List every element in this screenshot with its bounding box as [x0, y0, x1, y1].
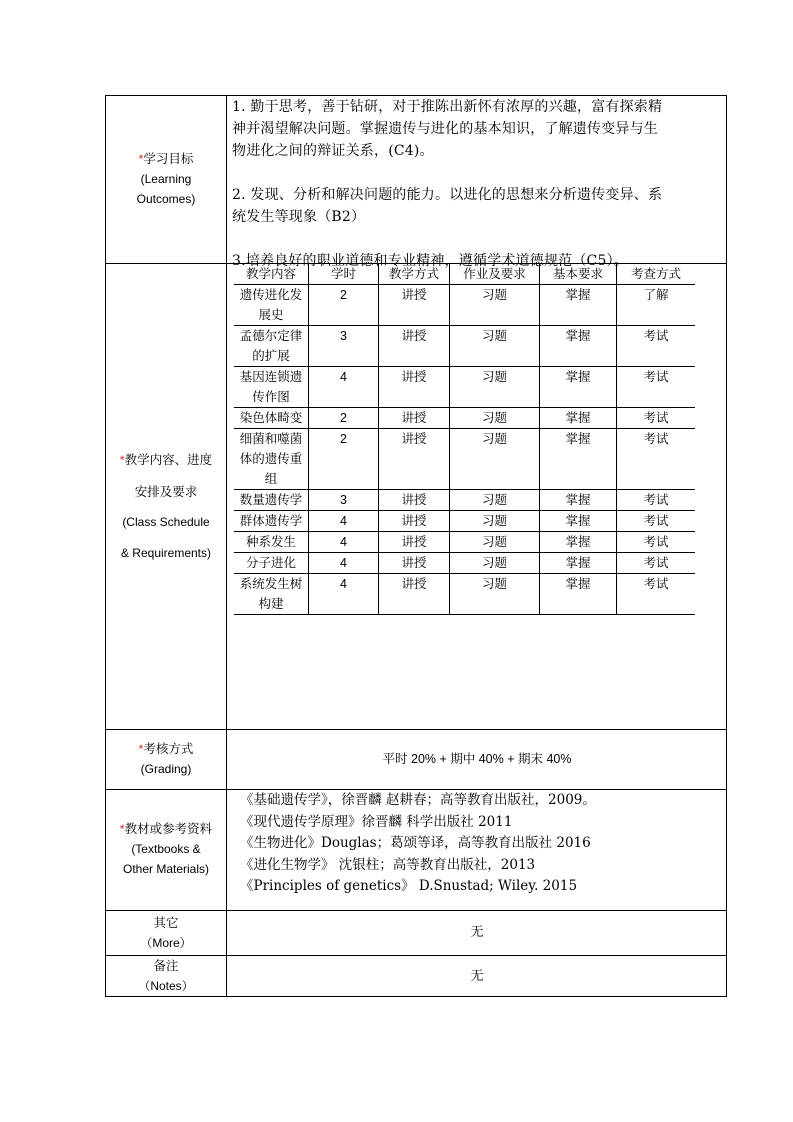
row-topic: 染色体畸变 [234, 408, 309, 429]
row-assessment: 考试 [617, 511, 696, 532]
required-mark: * [119, 453, 125, 467]
row-requirement: 掌握 [540, 429, 617, 490]
schedule-row [234, 326, 695, 367]
row-topic: 群体遗传学 [234, 511, 309, 532]
row-method: 讲授 [379, 429, 450, 490]
row-topic: 数量遗传学 [234, 490, 309, 511]
schedule-row [234, 408, 695, 429]
outcome-2-line-2: 统发生等现象（B2） [232, 209, 366, 225]
row-assessment: 考试 [617, 408, 696, 429]
row-requirement: 掌握 [540, 367, 617, 408]
schedule-row [234, 429, 695, 490]
grading-label-en: (Grading) [140, 762, 192, 776]
schedule-row [234, 553, 695, 574]
schedule-row [234, 285, 695, 326]
row-method: 讲授 [379, 367, 450, 408]
outcome-1-line-1: 1. 勤于思考，善于钻研，对于推陈出新怀有浓厚的兴趣，富有探索精 [232, 99, 663, 115]
required-mark: * [119, 822, 125, 836]
row-homework: 习题 [450, 490, 540, 511]
row-hours: 4 [309, 553, 379, 574]
schedule-label-cn-1: 教学内容、进度 [124, 452, 213, 467]
reference-item: 《生物进化》Douglas；葛颂等译，高等教育出版社 2016 [240, 835, 591, 851]
row-assessment: 考试 [617, 490, 696, 511]
materials-label-en-1: (Textbooks & [131, 842, 201, 856]
schedule-row [234, 490, 695, 511]
row-hours: 4 [309, 532, 379, 553]
schedule-row [234, 367, 695, 408]
row-hours: 4 [309, 367, 379, 408]
header-method: 教学方式 [379, 263, 450, 285]
header-homework: 作业及要求 [450, 263, 540, 285]
row-method: 讲授 [379, 326, 450, 367]
row-requirement: 掌握 [540, 511, 617, 532]
row-method: 讲授 [379, 532, 450, 553]
row-hours: 2 [309, 408, 379, 429]
header-hours: 学时 [309, 263, 379, 285]
row-hours: 2 [309, 429, 379, 490]
row-topic: 分子进化 [234, 553, 309, 574]
schedule-header-row [234, 263, 695, 285]
row-method: 讲授 [379, 408, 450, 429]
materials-label-cn: 教材或参考资料 [124, 821, 213, 836]
row-homework: 习题 [450, 408, 540, 429]
schedule-label [106, 444, 226, 569]
row-assessment: 了解 [617, 285, 696, 326]
row-homework: 习题 [450, 326, 540, 367]
row-homework: 习题 [450, 285, 540, 326]
row-divider [105, 729, 727, 730]
schedule-row [234, 532, 695, 553]
row-homework: 习题 [450, 553, 540, 574]
reference-item: 《进化生物学》 沈银柱；高等教育出版社，2013 [240, 856, 536, 873]
learning-outcomes-text [232, 96, 722, 272]
required-mark: * [138, 742, 144, 756]
outcome-1-line-2: 神并渴望解决问题。掌握遗传与进化的基本知识，了解遗传变异与生 [232, 121, 658, 137]
outcome-2-line-1: 2. 发现、分析和解决问题的能力。以进化的思想来分析遗传变异、系 [232, 187, 663, 203]
grading-label-cn: 考核方式 [143, 741, 194, 756]
reference-item: 《现代遗传学原理》徐晋麟 科学出版社 2011 [240, 813, 513, 830]
row-requirement: 掌握 [540, 408, 617, 429]
schedule-label-cn-2: 安排及要求 [134, 484, 198, 499]
learning-outcomes-label-en-2: Outcomes) [136, 192, 196, 206]
row-assessment: 考试 [617, 532, 696, 553]
row-method: 讲授 [379, 511, 450, 532]
row-method: 讲授 [379, 553, 450, 574]
row-requirement: 掌握 [540, 326, 617, 367]
more-label [106, 913, 226, 953]
row-topic: 种系发生 [234, 532, 309, 553]
header-topic: 教学内容 [245, 266, 296, 281]
learning-outcomes-label-en: (Learning [140, 172, 192, 186]
materials-label-en-2: Other Materials) [122, 862, 210, 876]
notes-label-cn: 备注 [153, 958, 179, 973]
column-divider [226, 95, 227, 997]
row-topic: 遗传进化发展史 [234, 285, 309, 326]
row-requirement: 掌握 [540, 553, 617, 574]
reference-list [240, 790, 720, 898]
notes-value: 无 [470, 969, 484, 984]
row-topic: 系统发生树构建 [234, 574, 309, 615]
row-assessment: 考试 [617, 326, 696, 367]
outcome-3-line-1: 3.培养良好的职业道德和专业精神，遵循学术道德规范（C5）。 [232, 253, 628, 269]
materials-label [106, 819, 226, 879]
grading-value: 平时 20% + 期中 40% + 期末 40% [382, 752, 572, 766]
more-value: 无 [470, 925, 484, 940]
required-mark: * [138, 152, 144, 166]
row-hours: 2 [309, 285, 379, 326]
row-topic: 孟德尔定律的扩展 [234, 326, 309, 367]
schedule-label-en-2: & Requirements) [120, 546, 212, 560]
row-assessment: 考试 [617, 553, 696, 574]
row-homework: 习题 [450, 367, 540, 408]
reference-item: 《Principles of genetics》 D.Snustad; Wiley. 2015 [240, 878, 578, 894]
more-label-en: （More） [140, 936, 192, 950]
row-method: 讲授 [379, 490, 450, 511]
header-assessment: 考查方式 [617, 263, 696, 285]
row-requirement: 掌握 [540, 574, 617, 615]
row-requirement: 掌握 [540, 285, 617, 326]
row-hours: 3 [309, 326, 379, 367]
row-method: 讲授 [379, 574, 450, 615]
more-label-cn: 其它 [153, 915, 179, 930]
row-topic: 基因连锁遗传作图 [234, 367, 309, 408]
row-assessment: 考试 [617, 574, 696, 615]
row-method: 讲授 [379, 285, 450, 326]
row-requirement: 掌握 [540, 532, 617, 553]
schedule-row [234, 574, 695, 615]
learning-outcomes-label [106, 149, 226, 209]
row-requirement: 掌握 [540, 490, 617, 511]
row-homework: 习题 [450, 511, 540, 532]
row-homework: 习题 [450, 532, 540, 553]
row-divider [105, 910, 727, 911]
row-homework: 习题 [450, 574, 540, 615]
schedule-label-en-1: (Class Schedule [122, 515, 210, 529]
reference-item: 《基础遗传学》，徐晋麟 赵耕春；高等教育出版社，2009。 [240, 792, 596, 808]
row-assessment: 考试 [617, 367, 696, 408]
learning-outcomes-label-cn: 学习目标 [143, 151, 194, 166]
row-homework: 习题 [450, 429, 540, 490]
row-hours: 4 [309, 511, 379, 532]
grading-label [106, 739, 226, 779]
schedule-table [234, 263, 695, 615]
row-topic: 细菌和噬菌体的遗传重组 [234, 429, 309, 490]
header-requirement: 基本要求 [540, 263, 617, 285]
outcome-1-line-3: 物进化之间的辩证关系，(C4)。 [232, 143, 434, 159]
row-assessment: 考试 [617, 429, 696, 490]
row-hours: 3 [309, 490, 379, 511]
schedule-row [234, 511, 695, 532]
row-hours: 4 [309, 574, 379, 615]
notes-label [106, 956, 226, 996]
notes-label-en: （Notes） [138, 979, 194, 993]
